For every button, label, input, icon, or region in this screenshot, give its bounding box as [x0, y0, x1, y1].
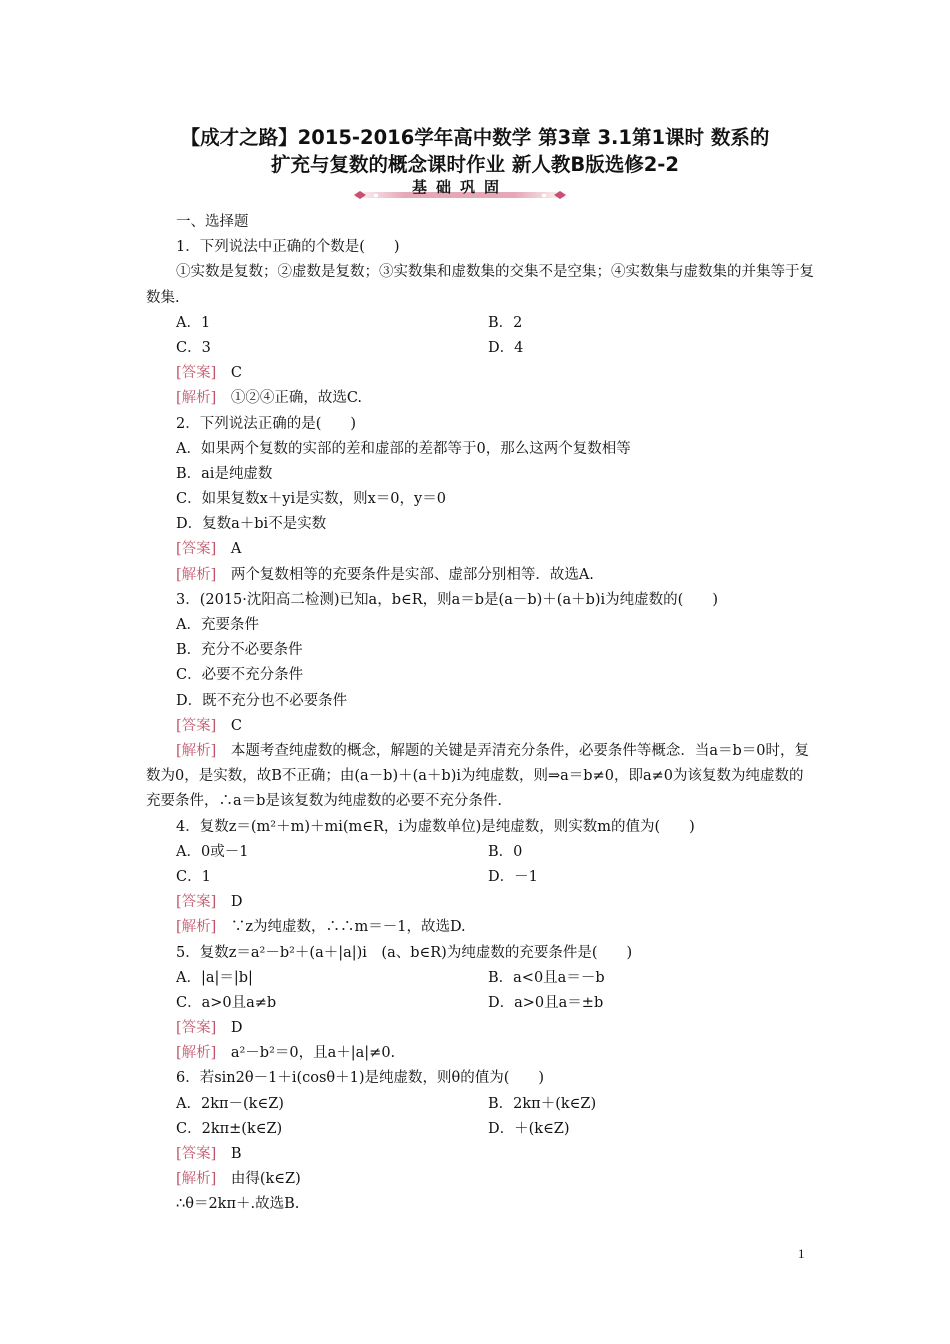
exercise-content — [146, 210, 816, 1218]
q2-option-a: A．如果两个复数的实部的差和虚部的差都等于0，那么这两个复数相等 — [176, 440, 631, 457]
answer-tag: [答案] — [176, 1020, 217, 1037]
q1-options-row1 — [146, 311, 816, 336]
q3-answer-value: C — [230, 717, 242, 734]
q2-option-c: C．如果复数x＋yi是实数，则x＝0，y＝0 — [176, 491, 446, 508]
q5-options-row2 — [146, 991, 816, 1016]
q3-stem: 3．(2015·沈阳高二检测)已知a，b∈R，则a＝b是(a－b)＋(a＋b)i为纯虚数的( ) — [176, 591, 718, 608]
q5-option-b: B．a<0且a＝－b — [488, 969, 605, 986]
q1-text: ①实数是复数；②虚数是复数；③实数集和虚数集的交集不是空集；④实数集与虚数集的并集等于复数集. — [146, 264, 814, 306]
q4-answer-value: D — [230, 894, 243, 911]
q6-option-d: D．＋(k∈Z) — [488, 1120, 570, 1137]
q6-option-b: B．2kπ＋(k∈Z) — [488, 1095, 597, 1112]
title-line-2: 扩充与复数的概念课时作业 新人教B版选修2-2 — [271, 153, 679, 176]
q3-option-d: D．既不充分也不必要条件 — [176, 692, 348, 709]
q5-answer — [146, 1016, 816, 1041]
q6-stem: 6．若sin2θ－1＋i(cosθ＋1)是纯虚数，则θ的值为( ) — [176, 1070, 545, 1087]
analysis-tag: [解析] — [176, 390, 217, 407]
q6-options-row2 — [146, 1117, 816, 1142]
analysis-tag: [解析] — [176, 919, 217, 936]
q4-analysis-text: ∵z为纯虚数，∴∴m＝－1，故选D. — [230, 919, 466, 936]
banner-label: 基础巩固 — [411, 178, 508, 196]
q5-analysis — [146, 1041, 816, 1066]
q6-analysis — [146, 1167, 816, 1192]
q5-option-c: C．a>0且a≠b — [176, 994, 277, 1011]
analysis-tag: [解析] — [176, 1045, 217, 1062]
title-line-1: 【成才之路】2015-2016学年高中数学 第3章 3.1第1课时 数系的 — [180, 126, 770, 149]
section-heading: 一、选择题 — [176, 214, 249, 230]
answer-tag: [答案] — [176, 894, 217, 911]
q1-option-a: A．1 — [176, 314, 211, 331]
q6-option-c: C．2kπ±(k∈Z) — [176, 1120, 283, 1137]
analysis-tag: [解析] — [176, 566, 217, 583]
q6-answer-value: B — [230, 1146, 242, 1163]
page-number: 1 — [798, 1246, 805, 1261]
q2-answer — [146, 537, 816, 562]
q4-option-c: C．1 — [176, 868, 211, 885]
answer-tag: [答案] — [176, 1146, 217, 1163]
q2-analysis-text: 两个复数相等的充要条件是实部、虚部分别相等．故选A. — [230, 566, 594, 583]
q2-answer-value: A — [230, 541, 242, 558]
answer-tag: [答案] — [176, 541, 217, 558]
q2-analysis — [146, 563, 816, 588]
q1-option-c: C．3 — [176, 339, 211, 356]
q2-option-d: D．复数a＋bi不是实数 — [176, 516, 327, 533]
q1-analysis-text: ①②④正确，故选C. — [230, 390, 363, 407]
q4-options-row2 — [146, 865, 816, 890]
q1-option-d: D．4 — [488, 339, 524, 356]
q5-stem: 5．复数z＝a²－b²＋(a＋|a|)i (a、b∈R)为纯虚数的充要条件是( ) — [176, 944, 633, 961]
q1-stem: 1．下列说法中正确的个数是( ) — [176, 239, 400, 256]
analysis-tag: [解析] — [176, 742, 217, 759]
q2-option-b: B．ai是纯虚数 — [176, 465, 273, 482]
q1-answer-value: C — [230, 365, 242, 382]
q5-option-d: D．a>0且a＝±b — [488, 994, 604, 1011]
q4-stem: 4．复数z＝(m²＋m)＋mi(m∈R，i为虚数单位)是纯虚数，则实数m的值为( ) — [176, 818, 695, 835]
document-title — [120, 124, 830, 178]
q1-option-b: B．2 — [488, 314, 523, 331]
q4-option-a: A．0或－1 — [176, 843, 249, 860]
q4-option-b: B．0 — [488, 843, 523, 860]
answer-tag: [答案] — [176, 717, 217, 734]
q3-option-a: A．充要条件 — [176, 617, 259, 634]
q4-answer — [146, 890, 816, 915]
q5-analysis-text: a²－b²＝0，且a＋|a|≠0. — [230, 1045, 396, 1062]
q2-stem: 2．下列说法正确的是( ) — [176, 415, 357, 432]
q4-analysis — [146, 915, 816, 940]
q3-answer — [146, 714, 816, 739]
q1-answer — [146, 361, 816, 386]
q3-option-b: B．充分不必要条件 — [176, 642, 303, 659]
q5-answer-value: D — [230, 1020, 243, 1037]
analysis-tag: [解析] — [176, 1171, 217, 1188]
q6-analysis-text: 由得(k∈Z) — [230, 1171, 301, 1188]
q1-options-row2 — [146, 336, 816, 361]
q3-analysis-text: 本题考查纯虚数的概念，解题的关键是弄清充分条件，必要条件等概念．当a＝b＝0时，复数为0，是实数，故B不正确；由(a－b)＋(a＋b)i为纯虚数，则⇒a＝b≠0，即a≠0为该复数为纯虚数的充要条件，∴a＝b是该复数为纯虚数的必要不充分条件. — [146, 742, 809, 810]
q3-analysis — [146, 739, 816, 815]
q6-conclusion: ∴θ＝2kπ＋.故选B. — [176, 1196, 300, 1213]
section-banner — [350, 177, 570, 201]
q5-options-row1 — [146, 966, 816, 991]
q6-option-a: A．2kπ－(k∈Z) — [176, 1095, 284, 1112]
q1-analysis — [146, 386, 816, 411]
q3-option-c: C．必要不充分条件 — [176, 667, 304, 684]
q6-answer — [146, 1142, 816, 1167]
q4-options-row1 — [146, 840, 816, 865]
q6-options-row1 — [146, 1092, 816, 1117]
q4-option-d: D．－1 — [488, 868, 538, 885]
q5-option-a: A．|a|＝|b| — [176, 969, 253, 986]
answer-tag: [答案] — [176, 365, 217, 382]
